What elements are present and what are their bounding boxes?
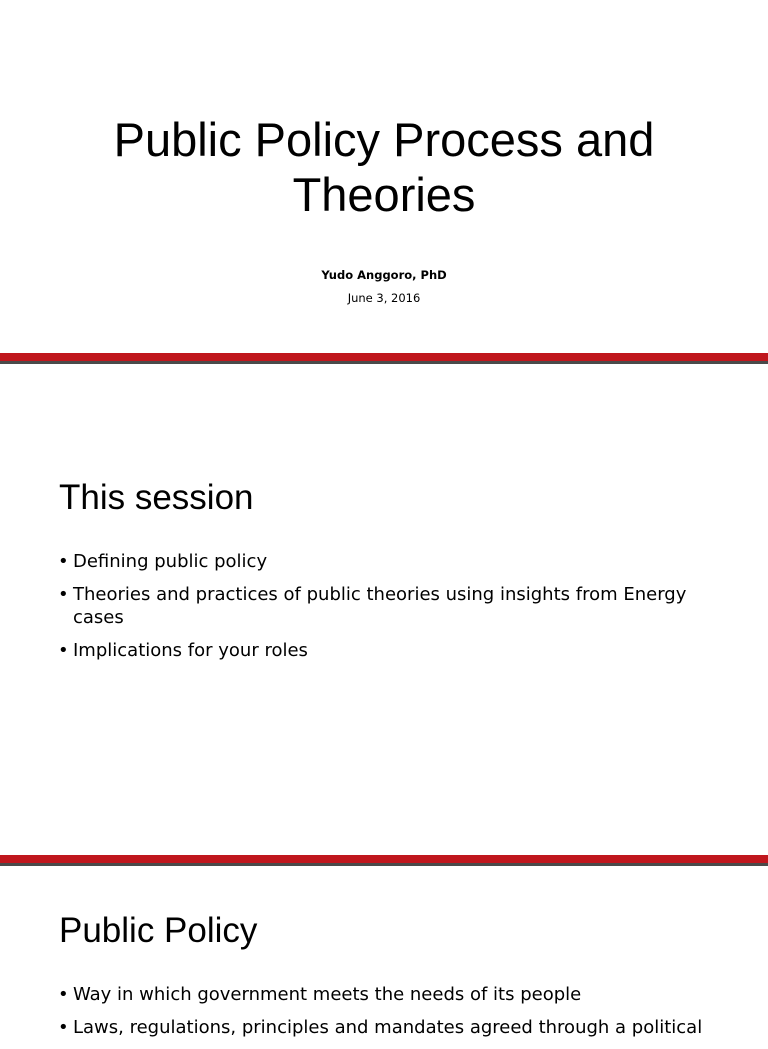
list-item	[58, 583, 708, 629]
divider-accent-bar	[0, 855, 768, 863]
bullet-marker: •	[58, 551, 69, 572]
bullet-marker: •	[58, 584, 69, 605]
list-item-text: Way in which government meets the needs of its people	[73, 984, 582, 1005]
slide-divider	[0, 352, 768, 364]
list-item	[58, 983, 708, 1006]
bullet-list	[58, 550, 708, 672]
bullet-list	[58, 983, 708, 1049]
list-item-text: Defining public policy	[73, 551, 268, 572]
slide-heading: This session	[59, 478, 254, 517]
bullet-marker: •	[58, 640, 69, 661]
bullet-marker: •	[58, 1017, 69, 1038]
title-line-1: Public Policy Process and	[113, 113, 655, 166]
list-item-text: Implications for your roles	[73, 640, 308, 661]
list-item	[58, 1016, 708, 1039]
title-line-2: Theories	[292, 168, 476, 221]
slide-divider	[0, 854, 768, 866]
presentation-date: June 3, 2016	[347, 291, 421, 305]
list-item	[58, 550, 708, 573]
slide-heading: Public Policy	[59, 911, 258, 950]
bullet-marker: •	[58, 984, 69, 1005]
public-policy-slide	[0, 866, 768, 1038]
list-item-text: Theories and practices of public theories using insights from Energy cases	[73, 584, 687, 628]
presentation-title	[0, 112, 768, 222]
session-slide	[0, 364, 768, 854]
title-slide	[0, 0, 768, 352]
divider-accent-bar	[0, 353, 768, 361]
list-item	[58, 639, 708, 662]
list-item-text: Laws, regulations, principles and mandates agreed through a political	[73, 1017, 703, 1038]
author-name: Yudo Anggoro, PhD	[321, 268, 447, 282]
